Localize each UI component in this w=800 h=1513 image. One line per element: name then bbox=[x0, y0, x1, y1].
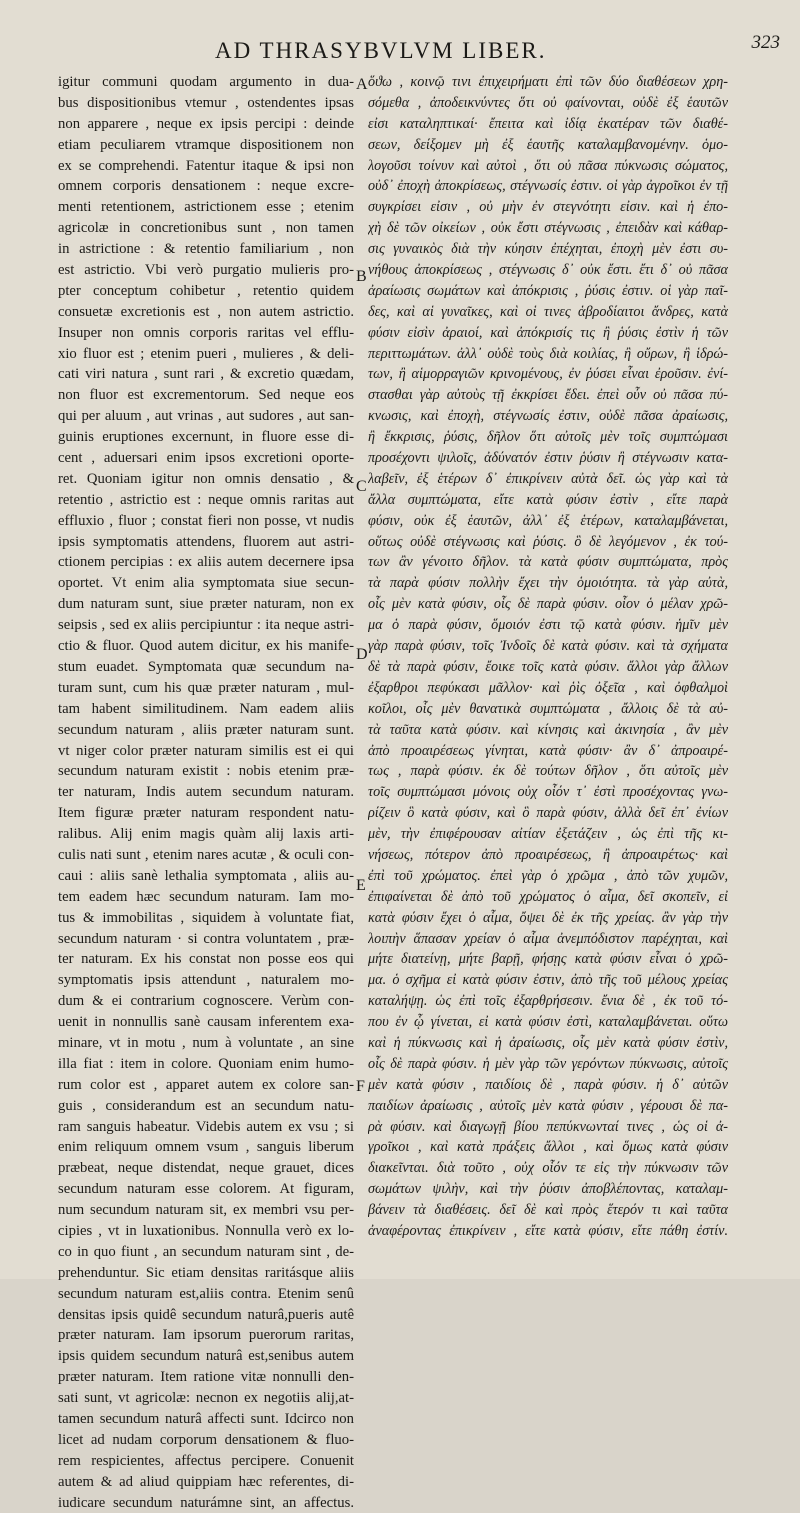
latin-text-line: ter naturam. Ex his constat non posse eos qui bbox=[58, 951, 354, 968]
greek-text-line: ἀπὸ προαιρέσεως γίνηται, κατὰ φύσιν· ἂν δ᾽ ἀπροαιρέ- bbox=[368, 742, 728, 759]
latin-text-line: tem eadem hæc secundum naturam. Iam mo- bbox=[58, 888, 354, 905]
greek-text-line: μὲν κατὰ φύσιν , παιδίοις δὲ , παρὰ φύσιν. ἡ δ᾽ αὐτῶν bbox=[368, 1076, 728, 1093]
latin-text-line: secundum naturam , aliis præter naturam sunt. bbox=[58, 721, 354, 738]
latin-text-line: xio fluor est ; etenim pueri , mulieres , & deli- bbox=[58, 345, 354, 362]
greek-text-line: οἷς δὲ παρὰ φύσιν. ἡ μὲν γὰρ τῶν γερόντων πύκνωσις, αὐτοῖς bbox=[368, 1055, 728, 1072]
greek-text-line: συγκρίσει εἰσιν , οὐ μὴν ἐν στεγνότητι εἰσιν. καὶ ἡ ἐπο- bbox=[368, 199, 728, 216]
greek-text-line: μα. ὁ σχῆμα εἰ κατὰ φύσιν ἐστιν, ἀπὸ τῆς τοῦ μέλους χρείας bbox=[368, 972, 728, 989]
greek-text-line: ἐξαρθροι πεφύκασι μᾶλλον· καὶ ῥὶς ὀξεῖα , καὶ ὀφθαλμοὶ bbox=[368, 679, 728, 696]
greek-text-line: λοιπὴν ἅπασαν χρείαν ὁ αἷμα ἀνεμπόδιστον παρέχηται, καὶ bbox=[368, 930, 728, 947]
page-number: 323 bbox=[751, 32, 780, 53]
latin-text-line: præter naturam. Iam ipsorum puerorum raritas, bbox=[58, 1327, 354, 1344]
latin-text-line: ipsis symptomatis attendens, fluorem aut astri- bbox=[58, 533, 354, 550]
greek-text-line: δὲ τὰ παρὰ φύσιν, ἔοικε τοῖς κατὰ φύσιν. ἄλλοι γὰρ ἄλλων bbox=[368, 658, 728, 675]
latin-text-line: ram sanguis habeatur. Videbis autem ex vsu ; si bbox=[58, 1118, 354, 1135]
greek-text-line: των ἂν γένοιτο δῆλον. τὰ κατὰ φύσιν συμπτώματα, πρὸς bbox=[368, 554, 728, 571]
running-title: AD THRASYBVLVM LIBER. bbox=[215, 38, 547, 63]
latin-text-line: omnem corporis densationem : neque excre- bbox=[58, 178, 354, 195]
latin-text-line: symptomatis ipsis attendunt , naturalem mo- bbox=[58, 972, 354, 989]
greek-text-line: οἷς μὲν κατὰ φύσιν, οἷς δὲ παρὰ φύσιν. οἷον ὁ μέλαν χρῶ- bbox=[368, 596, 728, 613]
latin-text-line: cati viri natura , sunt rari , & excretio quædam, bbox=[58, 366, 354, 383]
greek-text-line: ὅϑω , κοινῷ τινι ἐπιχειρήματι ἐπὶ τῶν δύο διαθέσεων χρη- bbox=[368, 74, 728, 90]
greek-text-line: τοῖς συμπτώμασι μόνοις οὐχ οἷόν τ᾽ ἐστὶ προσέχοντας γνω- bbox=[368, 784, 728, 801]
greek-text-line: καταλήψῃ. ὡς ἐπὶ τοῖς ἐξαρθρήσεσιν. ἔνια δὲ , ἐκ τοῦ τό- bbox=[368, 993, 728, 1010]
section-marker: E bbox=[356, 877, 366, 894]
greek-text-line: παιδίων ἀραίωσις , αὐτοῖς μὲν κατὰ φύσιν , γέρουσι δὲ πα- bbox=[368, 1097, 728, 1114]
greek-text-line: φύσιν, οὐκ ἐξ ἑαυτῶν, ἀλλ᾽ ἐξ ἑτέρων, καταλαμβάνεται, bbox=[368, 512, 728, 529]
latin-text-line: præbeat, neque distendat, neque grauet, dices bbox=[58, 1160, 354, 1177]
greek-text-line: εἰσι καταληπτικαί· ἔπειτα καὶ ἰδίᾳ ἑκατέραν τῶν διαθέ- bbox=[368, 115, 728, 132]
latin-text-line: agricolæ in concretionibus sunt , non tamen bbox=[58, 220, 354, 237]
greek-text-line: τὰ ταῦτα κατὰ φύσιν. καὶ κίνησις καὶ ἀκινησία , ἂν μὲν bbox=[368, 721, 728, 738]
latin-text-line: tus & immobilitas , siquidem à voluntate fiat, bbox=[58, 909, 354, 926]
latin-text-line: consuetæ excretionis est , non autem astrictio. bbox=[58, 303, 354, 320]
latin-text-line: autem & ad aliud quippiam hæc referentes, di- bbox=[58, 1473, 354, 1490]
section-marker: C bbox=[356, 478, 367, 495]
greek-text-line: ἀραίωσις σωμάτων καὶ ἀπόκρισις , ῥύσις ἐστιν. οἱ γὰρ παῖ- bbox=[368, 282, 728, 299]
greek-text-line: ἀναφέροντας ἐπικρίνειν , εἴτε κατὰ φύσιν, εἴτε πάθη ἐστίν. bbox=[368, 1222, 728, 1239]
latin-text-line: tam habent similitudinem. Nam eadem aliis bbox=[58, 700, 354, 717]
section-marker: F bbox=[356, 1078, 365, 1095]
latin-text-line: illa fiat : item in colore. Quoniam enim humo- bbox=[58, 1055, 354, 1072]
greek-text-line: οὕτως οὐδὲ στέγνωσις καὶ ῥύσις. ὃ δὲ λεγόμενον , ἐκ τού- bbox=[368, 533, 728, 550]
latin-text-line: non fluor est excrementorum. Sed neque eos bbox=[58, 387, 354, 404]
section-marker: B bbox=[356, 268, 367, 285]
latin-text-line: uenit in nonnullis sanè causam inferentem exa- bbox=[58, 1014, 354, 1031]
latin-text-line: non apparere , neque ex ipsis percipi : deinde bbox=[58, 115, 354, 132]
latin-text-line: guinis eruptiones excernunt, in fluore esse di- bbox=[58, 429, 354, 446]
greek-text-line: που ἐν ᾧ γίνεται, εἰ κατὰ φύσιν ἐστὶ, καταλαμβάνεται. οὕτω bbox=[368, 1014, 728, 1031]
greek-text-line: σόμεθα , ἀποδεικνύντες ὅτι οὐ φαίνονται, οὐδὲ ἐξ ἑαυτῶν bbox=[368, 94, 728, 111]
greek-text-line: νήσεως, πότερον ἀπὸ προαιρέσεως, ἢ ἀπροαιρέτως· καὶ bbox=[368, 846, 728, 863]
greek-text-line: ἐπιφαίνεται δὲ ἀπὸ τοῦ χρώματος ὁ αἷμα, δεῖ σκοπεῖν, εἰ bbox=[368, 888, 728, 905]
latin-text-line: guis , considerandum est an secundum natu- bbox=[58, 1097, 354, 1114]
latin-text-line: ipsis quidem secundum naturâ est,senibus autem bbox=[58, 1348, 354, 1365]
latin-text-line: igitur communi quodam argumento in dua- bbox=[58, 74, 354, 90]
latin-text-line: retentio , astrictio est : neque omnis raritas aut bbox=[58, 491, 354, 508]
latin-text-line: qui per aluum , aut vrinas , aut sudores , aut san- bbox=[58, 408, 354, 425]
latin-text-line: menti retentionem, astrictionem esse ; etenim bbox=[58, 199, 354, 216]
latin-text-line: dum & ei contrarium cognoscere. Verùm con- bbox=[58, 993, 354, 1010]
latin-text-line: tamen secundum naturâ affecti sunt. Idcirco non bbox=[58, 1411, 354, 1427]
greek-column bbox=[368, 72, 728, 1242]
latin-text-line: ctionem percipias : ex aliis autem decernere ipsa bbox=[58, 554, 354, 571]
greek-text-line: ἐπὶ τοῦ χρώματος. ἐπεὶ γὰρ ὁ χρῶμα , ἀπὸ τῶν χυμῶν, bbox=[368, 867, 728, 884]
latin-text-line: stum euadet. Symptomata quæ secundum na- bbox=[58, 658, 354, 675]
greek-text-line: λαβεῖν, ἐξ ἑτέρων δ᾽ ἐπικρίνειν αὐτὰ δεῖ. ὡς γὰρ καὶ τὰ bbox=[368, 470, 728, 487]
greek-text-line: ἄλλα συμπτώματα, εἴτε κατὰ φύσιν ἐστὶν , εἴτε παρὰ bbox=[368, 491, 728, 508]
latin-text-line: secundum naturam est,aliis contra. Etenim senû bbox=[58, 1285, 354, 1302]
greek-text-line: διακεῖνται. διὰ τοῦτο , οὐχ οἷόν τε εἰς τὴν πύκνωσιν τῶν bbox=[368, 1160, 728, 1177]
greek-text-line: μὲν, τὴν ἐπιφέρουσαν αἰτίαν ἐξετάζειν , ὡς ἐπὶ τῆς κι- bbox=[368, 826, 728, 843]
latin-text-line: secundum naturam esse colorem. At figuram, bbox=[58, 1181, 354, 1198]
latin-text-line: Insuper non omnis corporis raritas vel efflu- bbox=[58, 324, 354, 341]
latin-text-line: co in quo fiunt , an secundum naturam sint , de- bbox=[58, 1243, 354, 1260]
latin-text-line: ret. Quoniam igitur non omnis densatio , & bbox=[58, 470, 354, 487]
latin-text-line: est astrictio. Vbi verò purgatio mulieris pro- bbox=[58, 262, 354, 279]
latin-text-line: num secundum naturam sit, ex membri vsu per- bbox=[58, 1202, 354, 1219]
greek-text-line: σωμάτων ψιλὴν, καὶ τὴν ῥύσιν ἀποβλέποντας, καταλαμ- bbox=[368, 1181, 728, 1198]
greek-text-line: λογοῦσι τοίνυν καὶ αὐτοὶ , ὅτι οὐ πᾶσα πύκνωσις σώματος, bbox=[368, 157, 728, 174]
latin-text-line: Item figuræ præter naturam respondent natu- bbox=[58, 805, 354, 822]
greek-text-line: κνωσις, καὶ ἐποχὴ, στέγνωσίς ἐστιν, οὐδὲ πᾶσα ἀραίωσις, bbox=[368, 408, 728, 425]
latin-text-line: bus dispositionibus vtemur , ostendentes ipsas bbox=[58, 94, 354, 111]
section-marker: D bbox=[356, 646, 368, 663]
greek-text-line: φύσιν εἰσὶν ἀραιοί, καὶ ἀπόκρισίς τις ἢ ῥύσις ἐστὶν ἡ τῶν bbox=[368, 324, 728, 341]
greek-text-line: χὴ δὲ τῶν οἰκείων , οὐκ ἔστι στέγνωσις , ἐπειδὰν καὶ κάθαρ- bbox=[368, 220, 728, 237]
greek-text-line: δες, καὶ αἱ γυναῖκες, καὶ οἱ τινες ἁβροδίαιτοι ἄνδρες, κατὰ bbox=[368, 303, 728, 320]
section-marker: A bbox=[356, 76, 368, 93]
latin-text-line: pter conceptum cohibetur , retentio quidem bbox=[58, 282, 354, 299]
latin-text-line: cipies , vt in luxationibus. Nonnulla verò ex lo- bbox=[58, 1222, 354, 1239]
latin-text-line: vt niger color præter naturam similis est ei qui bbox=[58, 742, 354, 759]
greek-text-line: σις γυναικὸς διὰ τὴν κύησιν ἐπέχηται, ἐποχὴ μὲν ἐστι συ- bbox=[368, 241, 728, 258]
greek-text-line: γροῖκοι , καὶ κατὰ πράξεις ἄλλοι , καὶ ὅμως κατὰ φύσιν bbox=[368, 1139, 728, 1156]
greek-text-line: μα ὁ παρὰ φύσιν, ὅμοιόν ἐστι τῷ κατὰ φύσιν. ἡμῖν μὲν bbox=[368, 617, 728, 634]
page-header bbox=[0, 32, 800, 68]
greek-text-line: ρὰ φύσιν. καὶ διαγωγῇ βίου πεπύκνωνταί τινες , ὡς οἱ ἀ- bbox=[368, 1118, 728, 1135]
greek-text-line: γὰρ παρὰ φύσιν, τοῖς Ἰνδοῖς δὲ κατὰ φύσιν. καὶ τὰ σχήματα bbox=[368, 638, 728, 655]
greek-text-line: προσέχοντι ψιλοῖς, ἀδύνατόν ἐστιν ῥύσιν ἢ στέγνωσιν κατα- bbox=[368, 450, 728, 467]
latin-text-line: secundum naturam existit : nobis etenim præ- bbox=[58, 763, 354, 780]
latin-text-line: prehenduntur. Sic etiam densitas raritásque aliis bbox=[58, 1264, 354, 1281]
latin-text-line: ex se comprehendi. Fatentur itaque & ipsi non bbox=[58, 157, 354, 174]
greek-text-line: σεων, δείξομεν μὴ ἐξ ἑαυτῆς καταλαμβανομένην. ὁμο- bbox=[368, 136, 728, 153]
latin-text-line: rum color est , apparet autem ex colore san- bbox=[58, 1076, 354, 1093]
latin-column bbox=[58, 72, 354, 1513]
greek-text-line: βάνειν τὰ διαθέσεις. δεῖ δὲ καὶ πρὸς ἕτερόν τι καὶ ταῦτα bbox=[368, 1202, 728, 1219]
latin-text-line: ctio & fluor. Quod autem dicitur, ex his manife- bbox=[58, 638, 354, 655]
latin-text-line: enim reliquum omnem vsum , sanguis liberum bbox=[58, 1139, 354, 1156]
latin-text-line: seipsis , sed ex aliis percipiuntur : ita neque astri- bbox=[58, 617, 354, 634]
latin-text-line: ralibus. Alij enim magis quàm alij laxis arti- bbox=[58, 826, 354, 843]
latin-text-line: minare, vt in motu , num à voluntate , an sine bbox=[58, 1034, 354, 1051]
greek-text-line: περιττωμάτων. ἀλλ᾽ οὐδὲ τοὺς διὰ κοιλίας, ἢ οὔρων, ἢ ἱδρώ- bbox=[368, 345, 728, 362]
latin-text-line: sati sunt, vt agricolæ: necnon ex negotiis alij,at- bbox=[58, 1390, 354, 1407]
latin-text-line: rem respicientes, affectus percipere. Conuenit bbox=[58, 1452, 354, 1469]
latin-text-line: secundum naturam · si contra voluntatem , præ- bbox=[58, 930, 354, 947]
greek-text-line: κατὰ φύσιν ἔχει ὁ αἷμα, ὄψει δὲ ἐκ τῆς χρείας. ἂν γὰρ τὴν bbox=[368, 909, 728, 926]
latin-text-line: caui : aliis sanè lethalia symptomata , aliis au- bbox=[58, 867, 354, 884]
greek-text-line: στασθαι γὰρ αὐτοὺς τῇ ἐκκρίσει ἔδει. ἐπεὶ οὖν οὐ πᾶσα πύ- bbox=[368, 387, 728, 404]
latin-text-line: cent , aduersari enim ipsos excretioni oporte- bbox=[58, 450, 354, 467]
greek-text-line: ἢ ἔκκρισις, ῥύσις, δῆλον ὅτι αὐτοῖς μὲν τοῖς συμπτώμασι bbox=[368, 429, 728, 446]
greek-text-line: καὶ ἡ πύκνωσις καὶ ἡ ἀραίωσις, οἷς μὲν κατὰ φύσιν ἐστὶν, bbox=[368, 1034, 728, 1051]
latin-text-line: ter naturam, Indis autem secundum naturam. bbox=[58, 784, 354, 801]
greek-text-line: οὐδ᾽ ἐποχὴ ἀποκρίσεως, στέγνωσίς ἐστιν. οἱ γὰρ ἀγροῖκοι ἐν τῇ bbox=[368, 178, 728, 195]
greek-text-line: νήθους ἀποκρίσεως , στέγνωσις δ᾽ οὐκ ἔστι. ἔτι δ᾽ οὐ πᾶσα bbox=[368, 262, 728, 279]
latin-text-line: iudicare secundum naturámne sint, an affectus. bbox=[58, 1494, 354, 1511]
greek-text-line: τὰ παρὰ φύσιν πολλὴν ἔχει τὴν ὁμοιότητα. τὰ γὰρ αὐτὰ, bbox=[368, 575, 728, 592]
latin-text-line: densitas ipsis quidê secundum naturâ,pueris autê bbox=[58, 1306, 354, 1323]
greek-text-line: τως , παρὰ φύσιν. ἐκ δὲ τούτων δῆλον , ὅτι αὐτοῖς μὲν bbox=[368, 763, 728, 780]
latin-text-line: etiam peculiarem vtramque dispositionem non bbox=[58, 136, 354, 153]
latin-text-line: dum naturam sunt, siue præter naturam, non ex bbox=[58, 596, 354, 613]
latin-text-line: oportet. Vt enim alia symptomata siue secun- bbox=[58, 575, 354, 592]
greek-text-line: κοῖλοι, οἷς μὲν θανατικὰ συμπτώματα , ἄλλοις δὲ τὰ αὐ- bbox=[368, 700, 728, 717]
latin-text-line: licet ad nudam corporum densationem & fluo- bbox=[58, 1431, 354, 1448]
latin-text-line: turam sunt, cum his quæ præter naturam , mul- bbox=[58, 679, 354, 696]
greek-text-line: ρίζειν ὃ κατὰ φύσιν, καὶ ὃ παρὰ φύσιν, ἀλλὰ δεῖ ἐπ᾽ ἐνίων bbox=[368, 805, 728, 822]
latin-text-line: præter naturam. Item ratione vitæ nonnulli den- bbox=[58, 1369, 354, 1386]
latin-text-line: in astrictione : & retentio familiarium , non bbox=[58, 241, 354, 258]
latin-text-line: effluxio , fluor ; constat fieri non posse, vt nudis bbox=[58, 512, 354, 529]
latin-text-line: culis nati sunt , etenim nares acutæ , & oculi con- bbox=[58, 846, 354, 863]
greek-text-line: μήτε διατείνῃ, μήτε βαρῇ, φήσῃς κατὰ φύσιν εἶναι ὁ χρῶ- bbox=[368, 951, 728, 968]
greek-text-line: των, ἢ αἱμορραγιῶν κρινομένους, ἐν ῥύσει εἶναι ἐροῦσιν. ἐνί- bbox=[368, 366, 728, 383]
